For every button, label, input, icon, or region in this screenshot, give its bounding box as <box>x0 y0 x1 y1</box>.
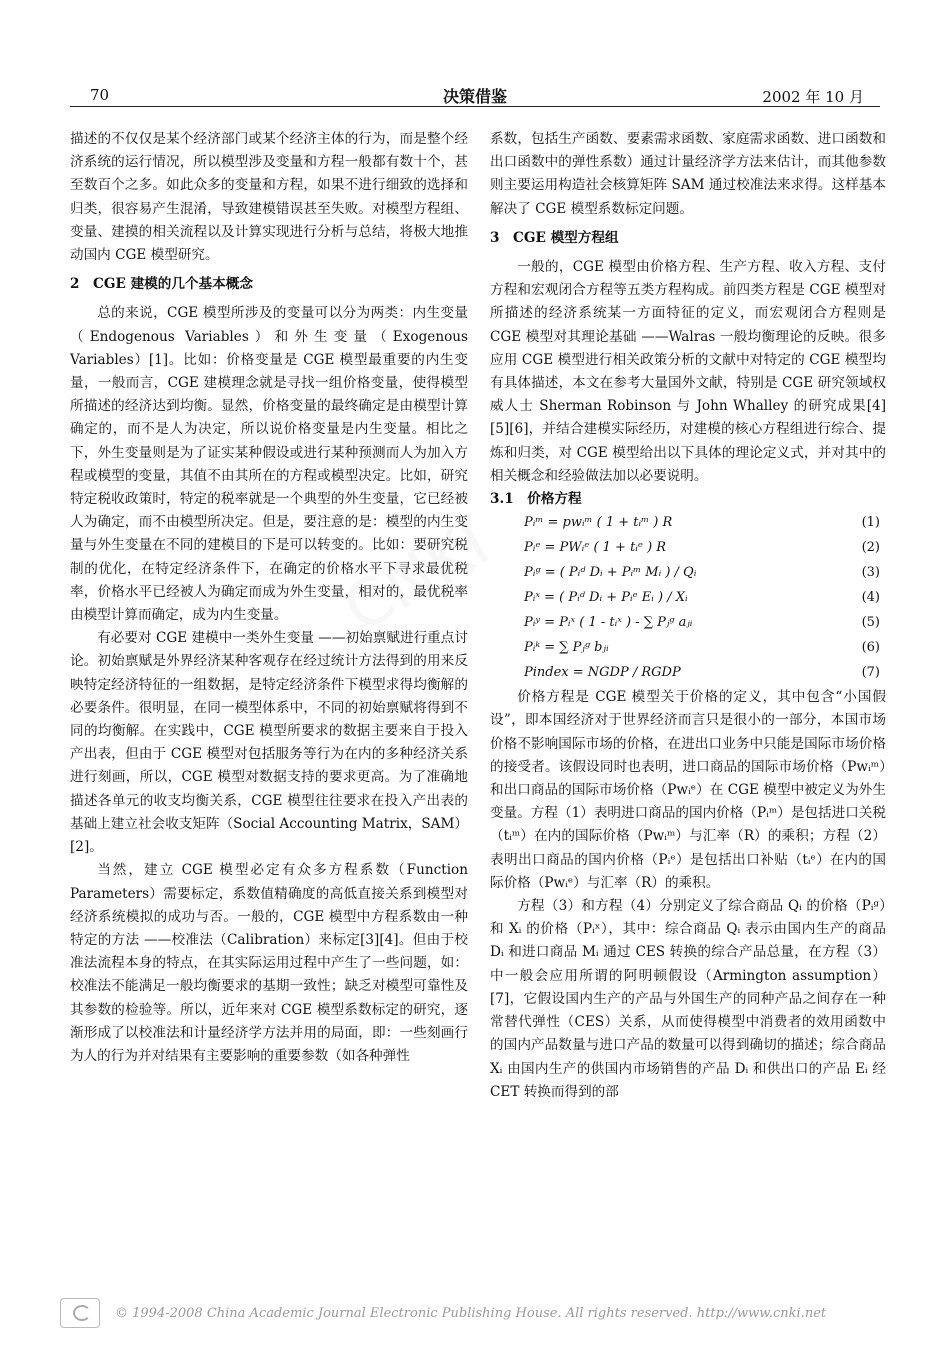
equation <box>490 511 886 536</box>
paragraph: 方程（3）和方程（4）分别定义了综合商品 Qᵢ 的价格（Pᵢᵍ）和 Xᵢ 的价格（Pᵢˣ），其中：综合商品 Qᵢ 表示由国内生产的商品 Dᵢ 和进口商品 Mᵢ 通过 CES 转换的综合产品总量，在方程（3）中一般会应用所谓的阿明顿假设（Armington assumption）[7]，它假设国内生产的产品与外国生产的同种产品之间存在一种常替代弹性（CES）关系，从而使得模型中消费者的效用函数中的国内产品数量与进口产品的数量可以得到确切的描述；综合商品 Xᵢ 由国内生产的供国内市场销售的产品 Dᵢ 和供出口的产品 Eᵢ 经 CET 转换而得到的部 <box>490 898 886 1100</box>
issue-date: 2002 年 10 月 <box>762 88 864 106</box>
equation <box>490 536 886 561</box>
equation-number: (1) <box>861 515 880 531</box>
paragraph: 价格方程是 CGE 模型关于价格的定义，其中包含“小国假设”，即本国经济对于世界经济而言只是很小的一部分，本国市场价格不影响国际市场的价格，在进出口业务中只能是国际市场价格的接受者。该假设同时也表明，进口商品的国际市场价格（Pwᵢᵐ）和出口商品的国际市场价格（Pwᵢᵉ）在 CGE 模型中被定义为外生变量。方程（1）表明进口商品的国内价格（Pᵢᵐ）是包括进口关税（tᵢᵐ）在内的国际价格（Pwᵢᵐ）与汇率（R）的乘积；方程（2）表明出口商品的国内价格（Pᵢᵉ）是包括出口补贴（tᵢᵉ）在内的国际价格（Pwᵢᵉ）与汇率（R）的乘积。 <box>490 689 886 891</box>
paragraph: 描述的不仅仅是某个经济部门或某个经济主体的行为，而是整个经济系统的运行情况，所以模型涉及变量和方程一般都有数十个，甚至数百个之多。如此众多的变量和方程，如果不进行细致的选择和归类，很容易产生混淆，导致建模错误甚至失败。对模型方程组、变量、建摸的相关流程以及计算实现进行分析与总结，将极大地推动国内 CGE 模型研究。 <box>70 131 468 264</box>
equation-formula: Pᵢˣ = ( Pᵢᵈ Dᵢ + Pᵢᵉ Eᵢ ) / Xᵢ <box>524 590 688 606</box>
equation-formula: Pindex = NGDP / RGDP <box>524 665 681 681</box>
equation <box>490 636 886 661</box>
equation-number: (6) <box>861 640 880 656</box>
equation-block <box>490 511 886 686</box>
paragraph: 当然，建立 CGE 模型必定有众多方程系数（Function Parameters）需要标定，系数值精确度的高低直接关系到模型对经济系统模拟的成功与否。一般的，CGE 模型中方程系数由一种特定的方法 ——校准法（Calibration）来标定[3][4]。但由于校准法流程本身的特点，在其实际运用过程中产生了一些问题，如：校准法不能满足一般均衡要求的基期一致性；缺乏对模型可靠性及其参数的检验等。所以，近年来对 CGE 模型系数标定的研究，逐渐形成了以校准法和计量经济学方法并用的局面，即：一些刻画行为人的行为并对结果有主要影响的重要参数（如各种弹性 <box>70 862 468 1064</box>
copyright-notice: © 1994-2008 China Academic Journal Electronic Publishing House. All rights reserved. http://www.cnki.net <box>115 1306 827 1321</box>
equation <box>490 586 886 611</box>
paragraph: 总的来说，CGE 模型所涉及的变量可以分为两类：内生变量（Endogenous Variables）和外生变量（Exogenous Variables）[1]。比如：价格变量是 CGE 模型最重要的内生变量，一般而言，CGE 建模理念就是寻找一组价格变量，使得模型所描述的经济达到均衡。显然，价格变量的最终确定是由模型计算确定的，而不是人为决定，所以说价格变量是内生变量。相比之下，外生变量则是为了证实某种假设或进行某种预测而人为加入方程或模型的变量，其值不由其所在的方程或模型决定。比如，研究特定税收政策时，特定的税率就是一个典型的外生变量，它已经被人为确定，而不由模型所决定。但是，要注意的是：模型的内生变量与外生变量在不同的建模目的下是可以转变的。比如：要研究税制的优化，在特定经济条件下，在确定的价格水平下寻求最优税率，价格水平已经被人为确定而成为外生变量，相对的，最优税率由模型计算而确定，成为内生变量。 <box>70 305 468 624</box>
section-heading: 3 CGE 模型方程组 <box>490 229 619 246</box>
left-column <box>70 128 468 1068</box>
publisher-logo-icon <box>60 1298 100 1328</box>
paragraph: 系数，包括生产函数、要素需求函数、家庭需求函数、进口函数和出口函数中的弹性系数）通过计量经济学方法来估计，而其他参数则主要运用构造社会核算矩阵 SAM 通过校准法来求得。这样基本解决了 CGE 模型系数标定问题。 <box>490 131 886 217</box>
page-footer <box>60 1298 890 1332</box>
equation-formula: Pᵢᵉ = PWᵢᵉ ( 1 + tᵢᵉ ) R <box>524 540 667 556</box>
equation <box>490 661 886 686</box>
page-number: 70 <box>90 86 110 104</box>
equation-number: (7) <box>861 665 880 681</box>
subsection-heading: 3.1 价格方程 <box>490 491 582 508</box>
paragraph: 有必要对 CGE 建模中一类外生变量 ——初始禀赋进行重点讨论。初始禀赋是外界经济某种客观存在经过统计方法得到的用来反映特定经济特征的一组数据，是特定经济条件下模型求得均衡解的必要条件。很明显，在同一模型体系中，不同的初始禀赋将得到不同的均衡解。在实践中，CGE 模型所要求的数据主要来自于投入产出表，但由于 CGE 模型对包括服务等行为在内的多种经济关系进行刻画，所以，CGE 模型对数据支持的要求更高。为了准确地描述各单元的收支均衡关系，CGE 模型往往要求在投入产出表的基础上建立社会收支矩阵（Social Accounting Matrix，SAM）[2]。 <box>70 630 468 856</box>
right-column <box>490 128 886 1104</box>
equation <box>490 611 886 636</box>
paragraph: 一般的，CGE 模型由价格方程、生产方程、收入方程、支付方程和宏观闭合方程等五类方程构成。前四类方程是 CGE 模型对所描述的经济系统某一方面特征的定义，而宏观闭合方程则是 CGE 模型对其理论基础 ——Walras 一般均衡理论的反映。很多应用 CGE 模型进行相关政策分析的文献中对特定的 CGE 模型均有具体描述，本文在参考大量国外文献，特别是 CGE 研究领域权威人士 Sherman Robinson 与 John Whalley 的研究成果[4][5][6]，并结合建模实际经历，对建模的核心方程组进行综合、提炼和归类，对 CGE 模型给出以下具体的理论定义式，并对其中的相关概念和经验做法加以必要说明。 <box>490 259 886 484</box>
equation <box>490 561 886 586</box>
equation-number: (2) <box>861 540 880 556</box>
section-heading: 2 CGE 建模的几个基本概念 <box>70 276 253 293</box>
equation-number: (3) <box>861 565 880 581</box>
equation-formula: Pᵢᵐ = pwᵢᵐ ( 1 + tᵢᵐ ) R <box>524 515 673 531</box>
equation-number: (5) <box>861 615 880 631</box>
equation-formula: Pᵢʸ = Pᵢˣ ( 1 - tᵢˣ ) - ∑ Pⱼᵍ aⱼᵢ <box>524 615 693 631</box>
journal-title: 决策借鉴 <box>442 87 507 106</box>
equation-formula: Pᵢᵍ = ( Pᵢᵈ Dᵢ + Pᵢᵐ Mᵢ ) / Qᵢ <box>524 565 697 581</box>
page-header <box>70 82 880 107</box>
equation-formula: Pᵢᵏ = ∑ Pⱼᵍ bⱼᵢ <box>524 640 609 656</box>
equation-number: (4) <box>861 590 880 606</box>
